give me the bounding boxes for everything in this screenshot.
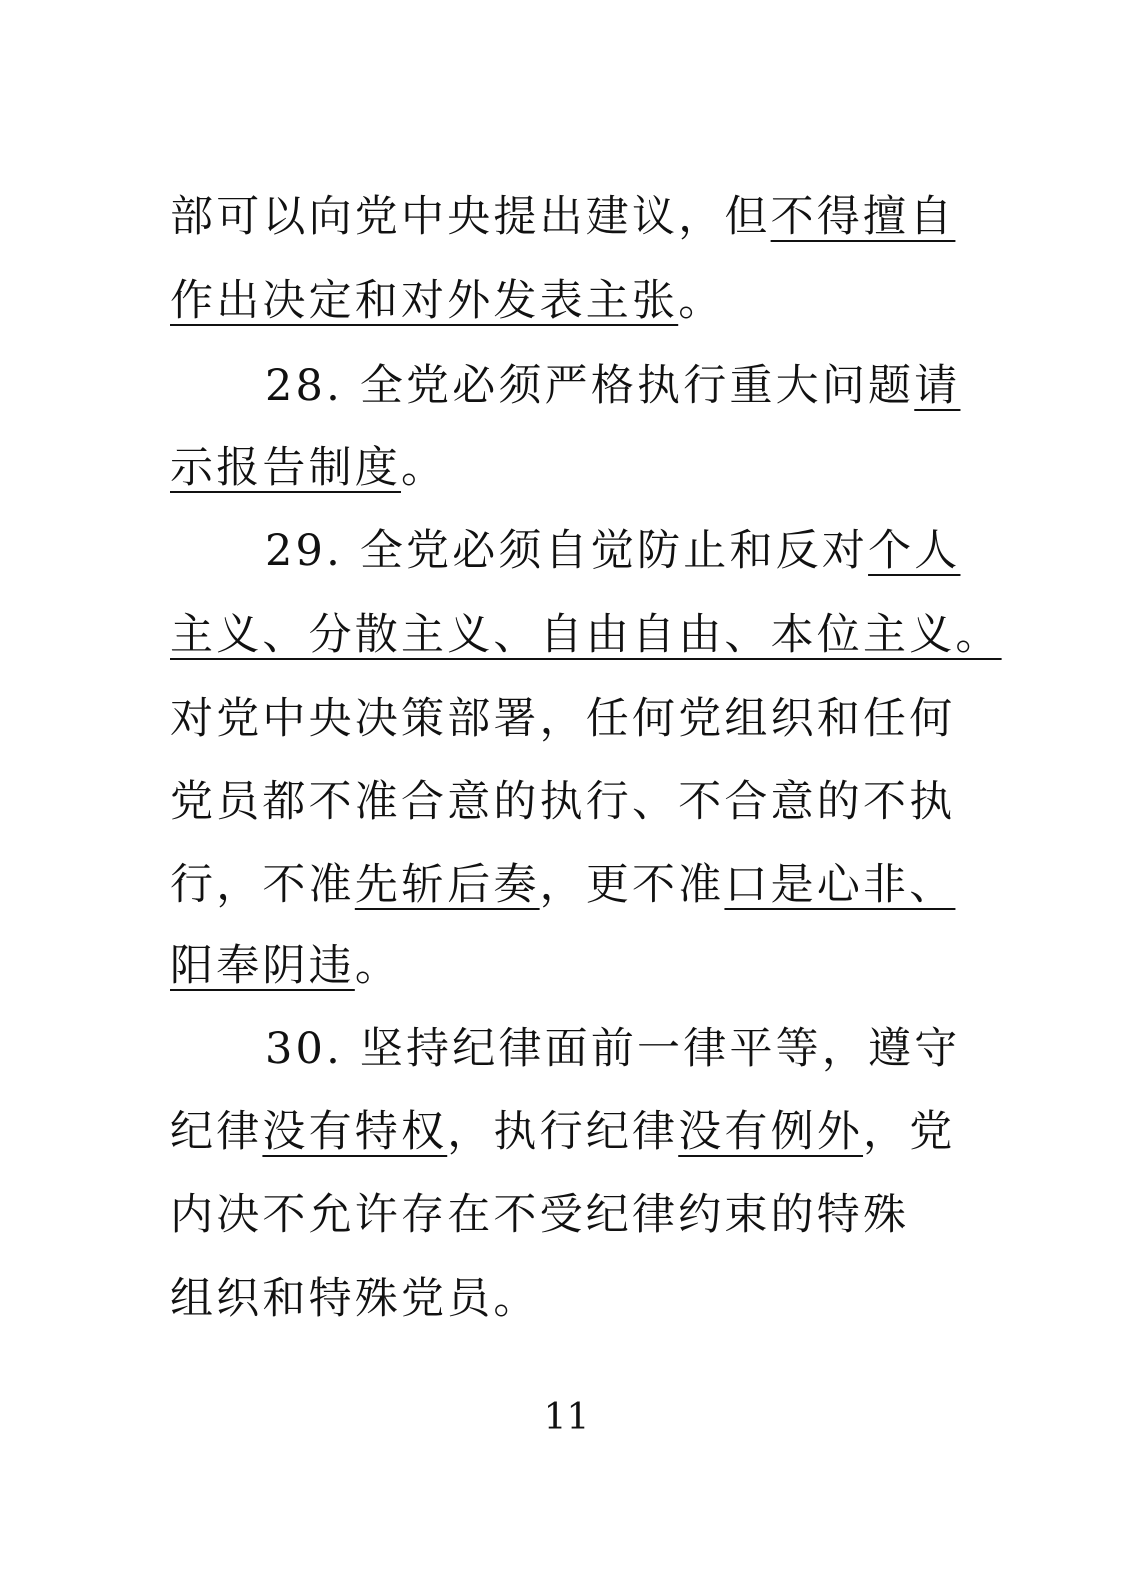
text-line	[265, 1018, 960, 1080]
text-line	[265, 520, 960, 582]
text-run: 内决不允许存在不受纪律约束的特殊	[170, 1190, 910, 1240]
text-line	[170, 854, 960, 916]
underlined-text: 示报告制度	[170, 443, 401, 493]
text-run: ，执行纪律	[447, 1107, 679, 1157]
underlined-text: 不得擅自	[770, 192, 956, 242]
text-run: 30. 坚持纪律面前一律平等，遵守	[265, 1024, 961, 1074]
underlined-text: 没有例外	[678, 1107, 864, 1157]
text-run: 部可以向党中央提出建议，但	[170, 192, 771, 242]
text-run: 党员都不准合意的执行、不合意的不执	[170, 777, 956, 827]
text-run: ，党	[863, 1107, 956, 1157]
underlined-text: 主义、分散主义、自由自由、本位主义。	[170, 610, 1002, 660]
text-line	[170, 1101, 960, 1163]
underlined-text: 口是心非、	[724, 860, 956, 910]
text-line	[170, 688, 960, 750]
text-line	[170, 186, 960, 248]
underlined-text: 作出决定和对外发表主张	[170, 276, 679, 326]
text-line	[265, 355, 960, 417]
text-run: 29. 全党必须自觉防止和反对	[265, 526, 869, 576]
text-run: 28. 全党必须严格执行重大问题	[265, 361, 915, 411]
text-run: 行，不准	[170, 860, 355, 910]
text-line	[170, 1268, 960, 1330]
page-number: 11	[543, 1397, 590, 1438]
text-run: 。	[401, 443, 448, 493]
text-run: 对党中央决策部署，任何党组织和任何	[170, 694, 956, 744]
text-run: 纪律	[170, 1107, 263, 1157]
text-run: 。	[678, 276, 725, 326]
text-line	[170, 771, 960, 833]
text-line	[170, 1184, 960, 1246]
text-line	[170, 935, 960, 997]
text-run: 。	[354, 941, 402, 991]
underlined-text: 阳奉阴违	[170, 941, 355, 991]
text-line	[170, 604, 1002, 666]
underlined-text: 请	[914, 361, 961, 411]
underlined-text: 没有特权	[262, 1107, 448, 1157]
text-run: ，更不准	[539, 860, 725, 910]
text-run: 组织和特殊党员。	[170, 1274, 540, 1324]
text-line	[170, 270, 960, 332]
underlined-text: 个人	[868, 526, 961, 576]
text-line	[170, 437, 960, 499]
underlined-text: 先斩后奏	[354, 860, 540, 910]
